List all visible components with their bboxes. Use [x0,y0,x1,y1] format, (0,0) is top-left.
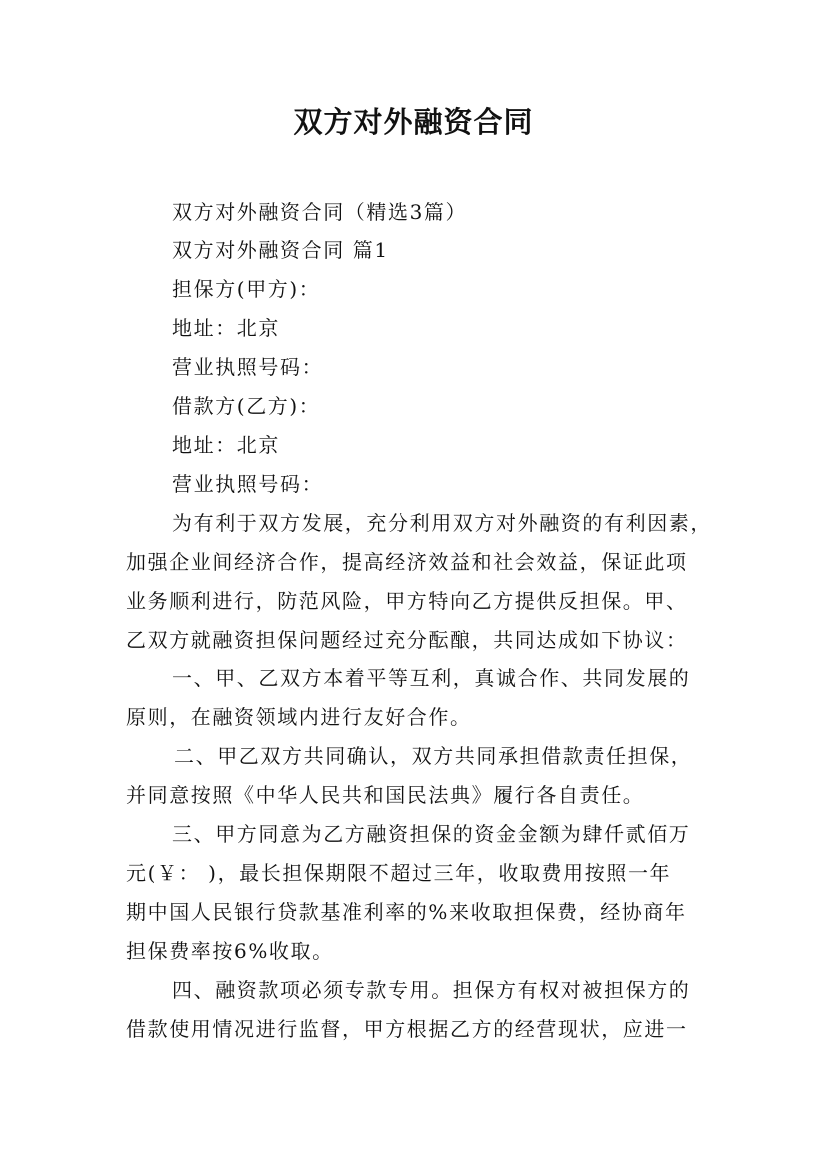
document-title: 双方对外融资合同 [293,105,534,139]
paragraph-line: 乙双方就融资担保问题经过充分酝酿，共同达成如下协议： [126,628,688,652]
clause-1-line: 原则，在融资领域内进行友好合作。 [126,705,472,729]
paragraph-line: 加强企业间经济合作，提高经济效益和社会效益，保证此项 [126,550,688,574]
clause-3-line: 期中国人民银行贷款基准利率的%来收取担保费，经协商年 [126,900,687,924]
guarantor-label: 担保方(甲方)： [172,277,321,301]
guarantor-address: 地址：北京 [172,316,280,340]
clause-4-line: 借款使用情况进行监督，甲方根据乙方的经营现状，应进一 [126,1017,688,1041]
section-heading: 双方对外融资合同 篇1 [172,238,389,262]
guarantor-license: 营业执照号码： [172,355,324,379]
clause-2-line: 并同意按照《中华人民共和国民法典》履行各自责任。 [126,783,645,807]
borrower-label: 借款方(乙方)： [172,394,321,418]
paragraph-line: 业务顺利进行，防范风险，甲方特向乙方提供反担保。甲、 [126,589,688,613]
clause-4-line: 四、融资款项必须专款专用。担保方有权对被担保方的 [172,978,691,1002]
borrower-license: 营业执照号码： [172,472,324,496]
clause-3-line: 三、甲方同意为乙方融资担保的资金金额为肆仟贰佰万 [172,822,691,846]
clause-3-line: 元(￥： )，最长担保期限不超过三年，收取费用按照一年 [126,861,672,885]
borrower-address: 地址：北京 [172,433,280,457]
paragraph-line: 为有利于双方发展，充分利用双方对外融资的有利因素， [172,511,712,535]
clause-3-line: 担保费率按6%收取。 [126,939,334,963]
clause-2-line: 二、甲乙双方共同确认，双方共同承担借款责任担保， [174,744,693,768]
clause-1-line: 一、甲、乙双方本着平等互利，真诚合作、共同发展的 [172,666,691,690]
doc-subtitle: 双方对外融资合同（精选3篇） [172,200,468,224]
